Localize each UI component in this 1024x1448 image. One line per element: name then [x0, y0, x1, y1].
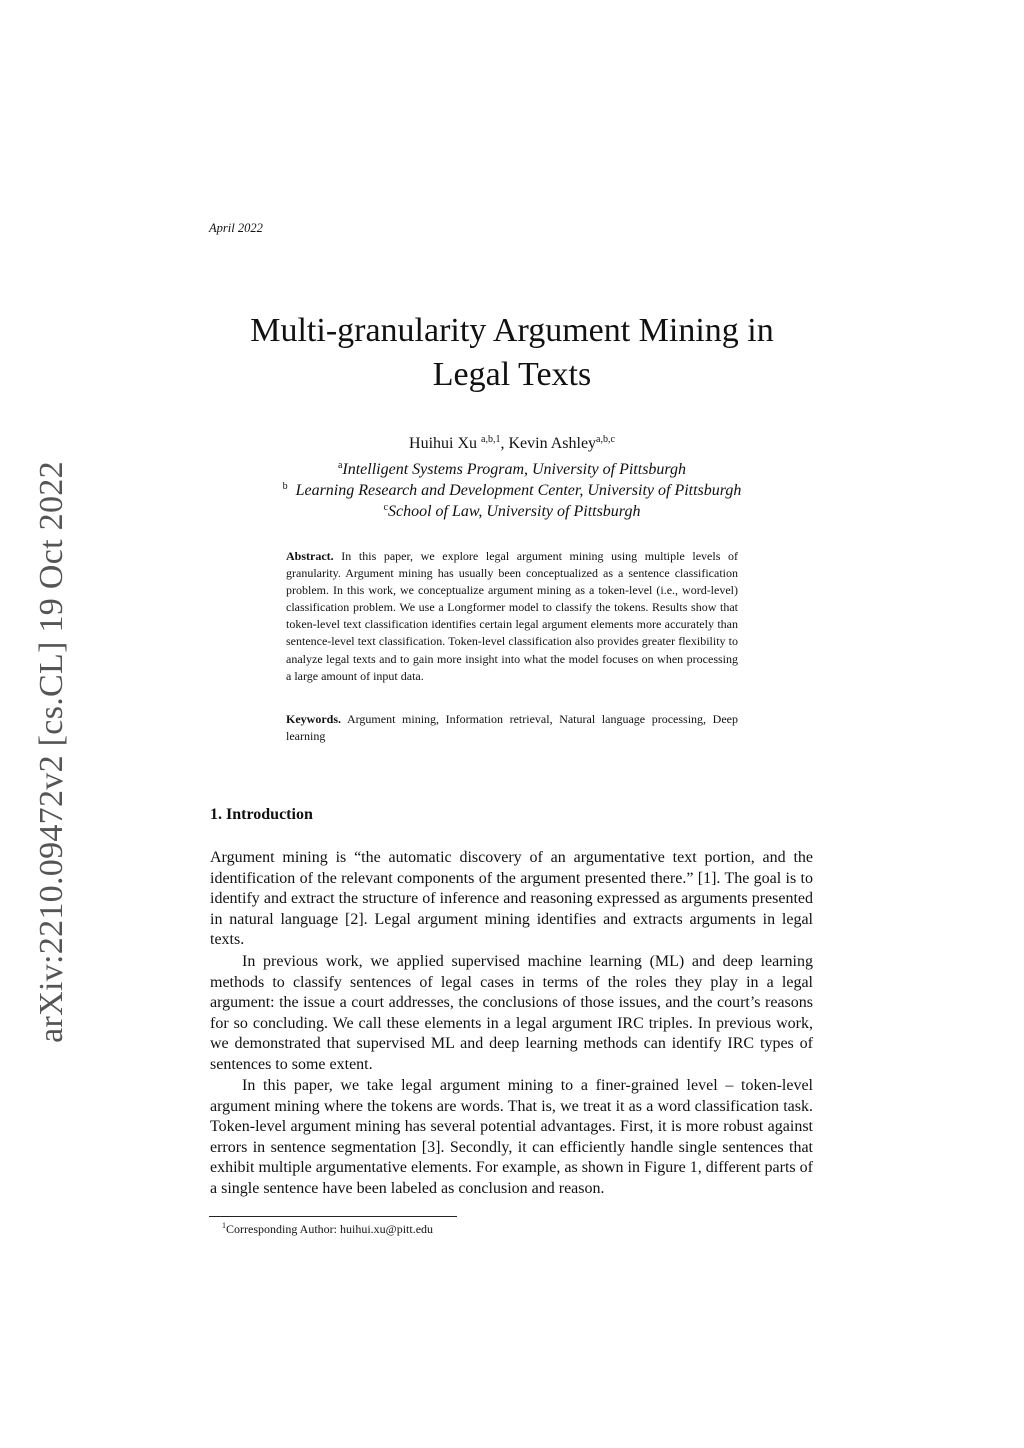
- body-paragraph: In previous work, we applied supervised machine learning (ML) and deep learning methods to classify sentences of legal cases in terms of the roles they play in a legal argument: the issue a court addresses, the conclusions of those issues, and the court’s reasons for so concluding. We call these elements in a legal argument IRC triples. In previous work, we demonstrated that supervised ML and deep learning methods can identify IRC types of sentences to some extent.: [210, 953, 813, 1073]
- affiliation-text: Learning Research and Development Center, University of Pittsburgh: [295, 482, 742, 499]
- affiliation-mark: a: [337, 460, 343, 471]
- paper-title: [200, 309, 824, 397]
- author-marks: a,b,1: [481, 434, 501, 445]
- abstract-text: In this paper, we explore legal argument mining using multiple levels of granularity. Argument mining has usually been conceptualized as a sentence classification problem. In this work, we conceptualize argument mining as a token-level (i.e., word-level) classification problem. We use a Longformer model to classify the tokens. Results show that token-level text classification identifies certain legal argument elements more accurately than sentence-level text classification. Token-level classification also provides greater flexibility to analyze legal texts and to gain more insight into what the model focuses on when processing a large amount of input data.: [286, 549, 738, 683]
- affiliation: [200, 501, 824, 522]
- keywords: [286, 711, 738, 745]
- title-line-1: Multi-granularity Argument Mining in: [250, 312, 774, 349]
- abstract-label: Abstract.: [286, 549, 334, 563]
- affiliation-mark: c: [383, 502, 388, 513]
- footnote-text: Corresponding Author: huihui.xu@pitt.edu: [226, 1222, 434, 1236]
- footnote-divider: [209, 1216, 457, 1217]
- author-marks: a,b,c: [596, 434, 615, 445]
- author-name: Huihui Xu: [409, 435, 478, 452]
- title-line-2: Legal Texts: [432, 356, 592, 393]
- affiliation: [200, 480, 824, 501]
- abstract: [286, 548, 738, 685]
- keywords-label: Keywords.: [286, 712, 341, 726]
- footnote-mark: 1: [222, 1221, 226, 1230]
- body-paragraph: In this paper, we take legal argument mining to a finer-grained level – token-level argument mining where the tokens are words. That is, we treat it as a word classification task. Token-level argument mining has several potential advantages. First, it is more robust against errors in sentence segmentation [3]. Secondly, it can efficiently handle single sentences that exhibit multiple argumentative elements. For example, as shown in Figure 1, different parts of a single sentence have been labeled as conclusion and reason.: [210, 1077, 813, 1197]
- body-paragraph: Argument mining is “the automatic discovery of an argumentative text portion, and the identification of the relevant components of the argument presented there.” [1]. The goal is to identify and extract the structure of inference and reasoning expressed as arguments presented in natural language [2]. Legal argument mining identifies and extracts arguments in legal texts.: [210, 849, 813, 949]
- affiliation-text: School of Law, University of Pittsburgh: [388, 503, 641, 520]
- author-name: Kevin Ashley: [508, 435, 597, 452]
- affiliation-text: Intelligent Systems Program, University of Pittsburgh: [342, 461, 687, 478]
- footnote: [222, 1222, 433, 1237]
- author-list: Huihui Xu $^{a,b,1}$, Kevin Ashley$^{a,b,c}$: [409, 434, 615, 452]
- keywords-text: Argument mining, Information retrieval, Natural language processing, Deep learning: [286, 712, 738, 744]
- publication-date: April 2022: [209, 221, 263, 235]
- affiliation-mark: b: [282, 481, 288, 492]
- section-heading: 1. Introduction: [210, 806, 313, 823]
- arxiv-identifier: arXiv:2210.09472v2 [cs.CL] 19 Oct 2022: [33, 461, 70, 1043]
- affiliation: [200, 459, 824, 480]
